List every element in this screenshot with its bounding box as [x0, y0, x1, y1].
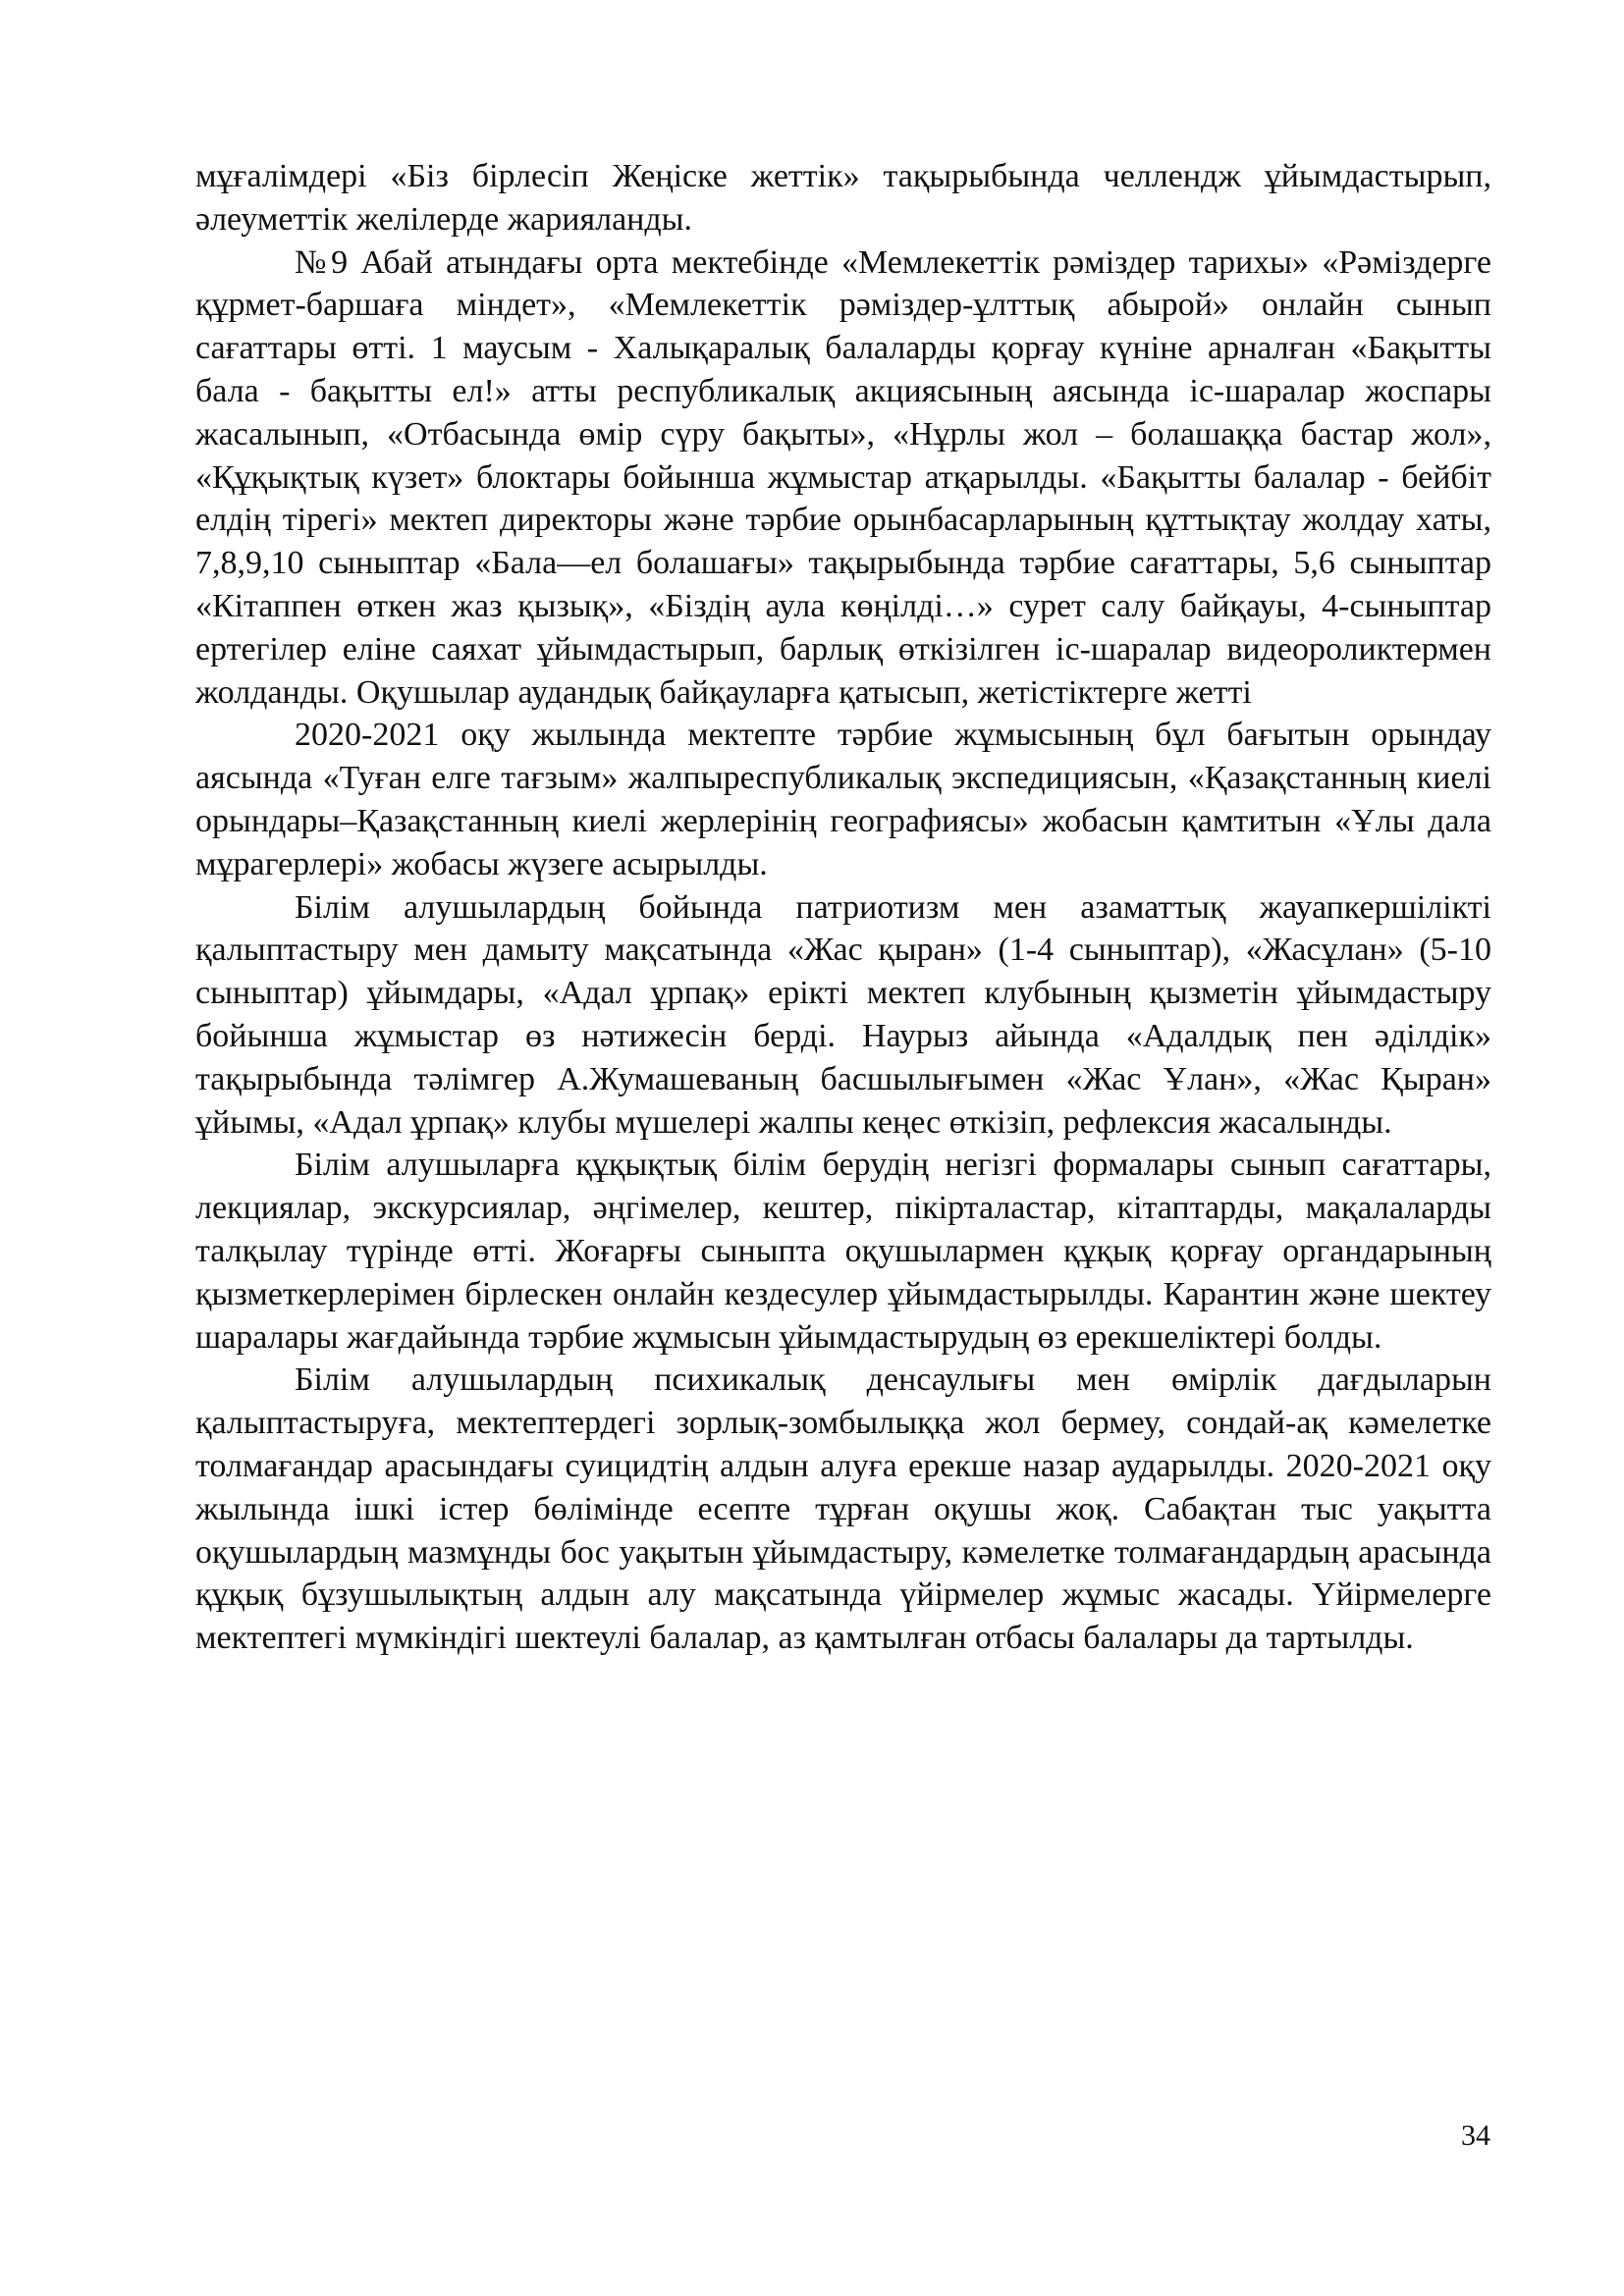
paragraph-continuation: мұғалімдері «Біз бірлесіп Жеңіске жеттік» тақырыбында челлендж ұйымдастырып, әлеуметтік желілерде жарияланды.	[195, 158, 1491, 238]
paragraph: Білім алушылардың бойында патриотизм мен азаматтық жауапкершілікті қалыптастыру мен дамыту мақсатында «Жас қыран» (1-4 сыныптар), «Жасұлан» (5-10 сыныптар) ұйымдары, «Адал ұрпақ» ерікті мектеп клубының қызметін ұйымдастыру бойынша жұмыстар өз нәтижесін берді. Наурыз айында «Адалдық пен әділдік» тақырыбында тәлімгер А.Жумашеваның басшылығымен «Жас Ұлан», «Жас Қыран» ұйымы, «Адал ұрпақ» клубы мүшелері жалпы кеңес өткізіп, рефлексия жасалынды.	[195, 888, 1491, 1141]
page-number: 34	[1461, 2119, 1490, 2152]
paragraph: Білім алушылардың психикалық денсаулығы мен өмірлік дағдыларын қалыптастыруға, мектептердегі зорлық-зомбылыққа жол бермеу, сондай-ақ кәмелетке толмағандар арасындағы суицидтің алдын алуға ерекше назар аударылды. 2020-2021 оқу жылында ішкі істер бөлімінде есепте тұрған оқушы жоқ. Сабақтан тыс уақытта оқушылардың мазмұнды бос уақытын ұйымдастыру, кәмелетке толмағандардың арасында құқық бұзушылықтың алдын алу мақсатында үйірмелер жұмыс жасады. Үйірмелерге мектептегі мүмкіндігі шектеулі балалар, аз қамтылған отбасы балалары да тартылды.	[195, 1362, 1491, 1657]
paragraph: №9 Абай атындағы орта мектебінде «Мемлекеттік рәміздер тарихы» «Рәміздерге құрмет-баршаға міндет», «Мемлекеттік рәміздер-ұлттық абырой» онлайн сынып сағаттары өтті. 1 маусым - Халықаралық балаларды қорғау күніне арналған «Бақытты бала - бақытты ел!» атты республикалық акциясының аясында іс-шаралар жоспары жасалынып, «Отбасында өмір сүру бақыты», «Нұрлы жол – болашаққа бастар жол», «Құқықтық күзет» блоктары бойынша жұмыстар атқарылды. «Бақытты балалар - бейбіт елдің тірегі» мектеп директоры және тәрбие орынбасарларының құттықтау жолдау хаты, 7,8,9,10 сыныптар «Бала—ел болашағы» тақырыбында тәрбие сағаттары, 5,6 сыныптар «Кітаппен өткен жаз қызық», «Біздің аула көңілді…» сурет салу байқауы, 4-сыныптар ертегілер еліне саяхат ұйымдастырып, барлық өткізілген іс-шаралар видеороликтермен жолданды. Оқушылар аудандық байқауларға қатысып, жетістіктерге жетті	[195, 243, 1491, 711]
paragraph: Білім алушыларға құқықтық білім берудің негізгі формалары сынып сағаттары, лекциялар, экскурсиялар, әңгімелер, кештер, пікірталастар, кітаптарды, мақалаларды талқылау түрінде өтті. Жоғарғы сыныпта оқушылармен құқық қорғау органдарының қызметкерлерімен бірлескен онлайн кездесулер ұйымдастырылды. Карантин және шектеу шаралары жағдайында тәрбие жұмысын ұйымдастырудың өз ерекшеліктері болды.	[195, 1147, 1491, 1356]
paragraph: 2020-2021 оқу жылында мектепте тәрбие жұмысының бұл бағытын орындау аясында «Туған елге тағзым» жалпыреспубликалық экспедициясын, «Қазақстанның киелі орындары–Қазақстанның киелі жерлерінің географиясы» жобасын қамтитын «Ұлы дала мұрагерлері» жобасы жүзеге асырылды.	[195, 717, 1491, 882]
document-body	[195, 155, 1491, 1660]
